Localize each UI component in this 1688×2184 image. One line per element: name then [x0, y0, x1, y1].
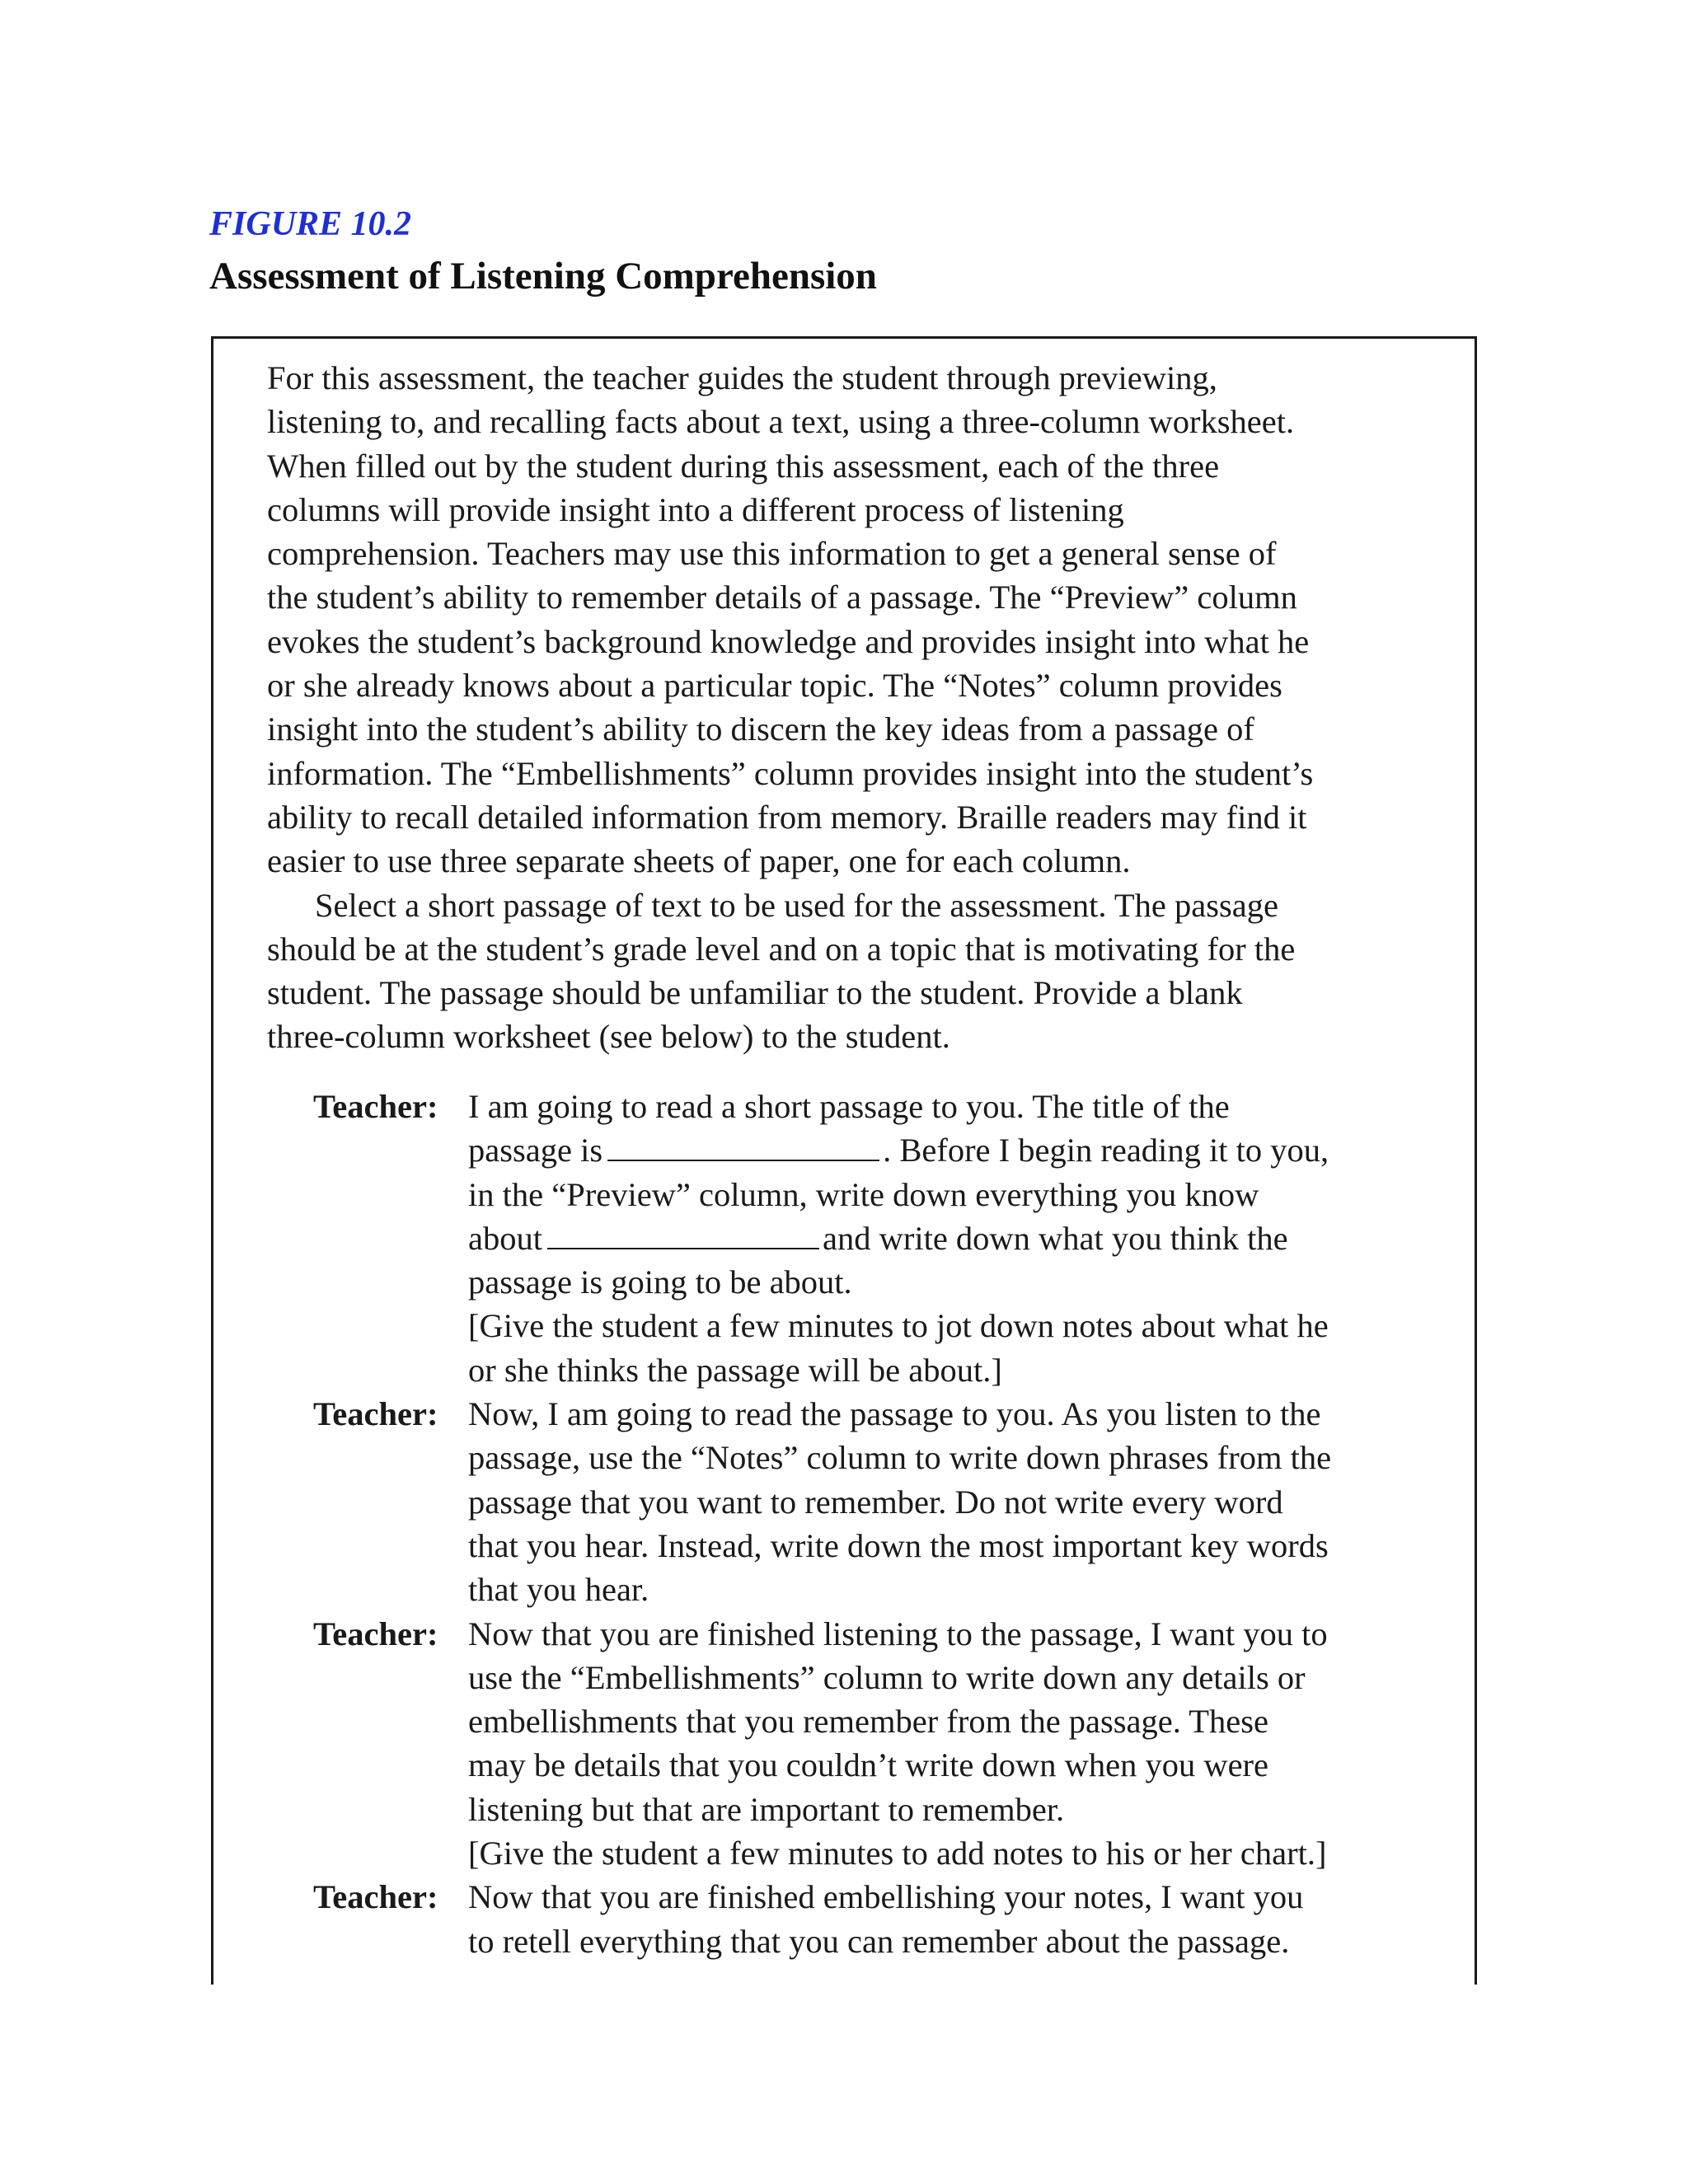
text-line: passage, use the “Notes” column to write down phrases from the: [468, 1439, 1332, 1477]
dialogue-turn-4: [313, 1875, 1467, 1963]
text-line: student. The passage should be unfamiliar to the student. Provide a blank: [267, 974, 1243, 1012]
text-line: ability to recall detailed information from memory. Braille readers may find it: [267, 798, 1307, 836]
speaker-label: Teacher:: [313, 1088, 438, 1125]
text-line: [Give the student a few minutes to add notes to his or her chart.]: [468, 1835, 1327, 1872]
speaker-label: Teacher:: [313, 1878, 438, 1916]
text-line: insight into the student’s ability to discern the key ideas from a passage of: [267, 710, 1254, 748]
text-line: the student’s ability to remember details of a passage. The “Preview” column: [267, 579, 1297, 616]
dialogue-turn-3: [313, 1612, 1467, 1876]
text-line: should be at the student’s grade level and on a topic that is motivating for the: [267, 930, 1296, 968]
text-line: comprehension. Teachers may use this information to get a general sense of: [267, 535, 1277, 573]
dialogue-turn-1: [313, 1085, 1467, 1392]
text-line: Now that you are finished listening to the passage, I want you to: [468, 1615, 1328, 1652]
text-line: Now that you are finished embellishing your notes, I want you: [468, 1878, 1304, 1916]
text-line: When filled out by the student during this assessment, each of the three: [267, 447, 1220, 485]
text-line: passage is going to be about.: [468, 1263, 852, 1301]
text-line: may be details that you couldn’t write down when you were: [468, 1746, 1269, 1784]
topic-blank: [547, 1220, 819, 1249]
text-line: or she already knows about a particular topic. The “Notes” column provides: [267, 667, 1282, 705]
speaker-label: Teacher:: [313, 1615, 438, 1652]
text-line: Now, I am going to read the passage to you. As you listen to the: [468, 1395, 1321, 1433]
dialogue-turn-2: [313, 1392, 1467, 1611]
text-fragment: about: [468, 1219, 542, 1257]
intro-text: [267, 356, 1470, 1059]
intro-paragraph-2: [267, 883, 1470, 1059]
text-line: Select a short passage of text to be used for the assessment. The passage: [315, 886, 1278, 924]
text-fragment: . Before I begin reading it to you,: [883, 1132, 1329, 1169]
text-fragment: passage is: [468, 1132, 603, 1169]
text-line: that you hear.: [468, 1571, 649, 1609]
text-line: information. The “Embellishments” column provides insight into the student’s: [267, 754, 1314, 792]
text-line: [Give the student a few minutes to jot down notes about what he: [468, 1307, 1329, 1345]
text-line: columns will provide insight into a different process of listening: [267, 490, 1124, 528]
text-line: to retell everything that you can remember about the passage.: [468, 1922, 1290, 1960]
text-line: [468, 1216, 1467, 1260]
text-line: listening but that are important to remember.: [468, 1790, 1065, 1828]
text-line: easier to use three separate sheets of paper, one for each column.: [267, 842, 1131, 880]
text-line: I am going to read a short passage to you. The title of the: [468, 1088, 1230, 1125]
figure-title: Assessment of Listening Comprehension: [209, 255, 877, 298]
title-blank: [607, 1132, 879, 1161]
text-line: three-column worksheet (see below) to the student.: [267, 1018, 950, 1056]
text-line: embellishments that you remember from the passage. These: [468, 1703, 1268, 1741]
text-line: [468, 1128, 1467, 1172]
text-line: passage that you want to remember. Do not write every word: [468, 1483, 1283, 1521]
teacher-script: [313, 1085, 1467, 1963]
text-line: evokes the student’s background knowledge and provides insight into what he: [267, 622, 1310, 660]
text-fragment: and write down what you think the: [822, 1219, 1288, 1257]
intro-paragraph-1: [267, 356, 1470, 883]
text-line: For this assessment, the teacher guides the student through previewing,: [267, 359, 1217, 396]
text-line: use the “Embellishments” column to write down any details or: [468, 1658, 1306, 1696]
text-line: in the “Preview” column, write down everything you know: [468, 1175, 1259, 1213]
text-line: listening to, and recalling facts about a text, using a three-column worksheet.: [267, 403, 1295, 441]
text-line: that you hear. Instead, write down the most important key words: [468, 1526, 1329, 1564]
speaker-label: Teacher:: [313, 1395, 438, 1433]
text-line: or she thinks the passage will be about.]: [468, 1351, 1002, 1389]
figure-label: FIGURE 10.2: [209, 205, 412, 243]
